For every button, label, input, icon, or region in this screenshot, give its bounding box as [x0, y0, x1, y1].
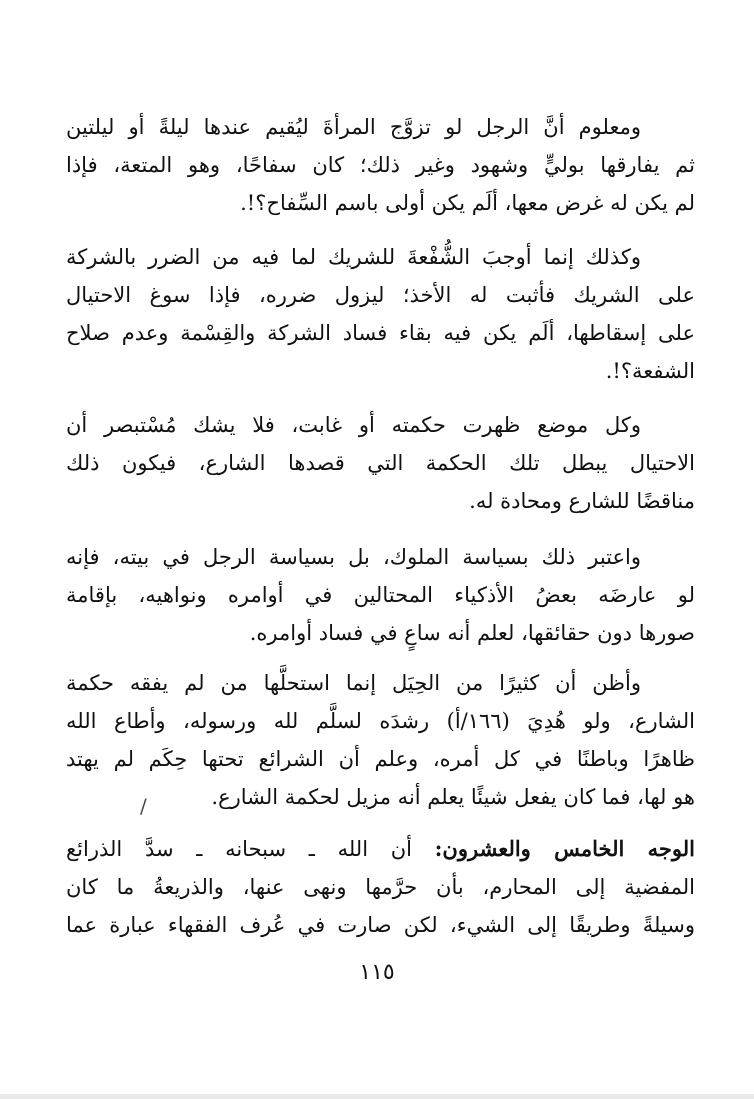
paragraph-3 — [66, 406, 695, 520]
text-line — [66, 830, 695, 868]
text-line: ظاهرًا وباطنًا في كل أمره، وعلم أن الشرائع تحتها حِكَم لم يهتد — [66, 747, 695, 771]
page-edge — [0, 1094, 754, 1099]
text-line: واعتبر ذلك بسياسة الملوك، بل بسياسة الرجل في بيته، فإنه — [66, 545, 641, 569]
margin-mark: / — [140, 794, 147, 818]
text-line: المفضية إلى المحارم، بأن حرَّمها ونهى عنها، والذريعةُ ما كان — [66, 875, 695, 899]
heading-continuation: أن الله ـ سبحانه ـ سدَّ الذرائع — [66, 837, 412, 861]
paragraph-2 — [66, 238, 695, 390]
text-line: وكذلك إنما أوجبَ الشُّفْعةَ للشريك لما فيه من الضرر بالشركة — [66, 245, 641, 269]
text-line: مناقضًا للشارع ومحادة له. — [469, 489, 695, 513]
paragraph-1 — [66, 108, 695, 222]
text-line: الاحتيال يبطل تلك الحكمة التي قصدها الشارع، فيكون ذلك — [66, 451, 695, 475]
paragraph-5 — [66, 664, 695, 816]
text-line: وكل موضع ظهرت حكمته أو غابت، فلا يشك مُسْتبصر أن — [66, 413, 641, 437]
paragraph-6 — [66, 830, 695, 944]
text-line: صورها دون حقائقها، لعلم أنه ساعٍ في فساد أوامره. — [249, 621, 695, 645]
text-line: وأظن أن كثيرًا من الحِيَل إنما استحلَّها من لم يفقه حكمة — [66, 671, 641, 695]
text-line: الشفعة؟!. — [605, 359, 695, 383]
text-line: لم يكن له غرض معها، ألَم يكن أولى باسم السِّفاح؟!. — [240, 191, 695, 215]
text-line: ومعلوم أنَّ الرجل لو تزوَّج المرأةَ ليُقيم عندها ليلةً أو ليلتين — [66, 115, 641, 139]
text-line: هو لها، فما كان يفعل شيئًا يعلم أنه مزيل لحكمة الشارع. — [211, 785, 695, 809]
text-line: لو عارضَه بعضُ الأذكياء المحتالين في أوامره ونواهيه، بإقامة — [66, 583, 695, 607]
text-line: الشارع، ولو هُدِيَ (١٦٦/أ) رشدَه لسلَّم لله ورسوله، وأطاع الله — [66, 709, 695, 733]
text-line: على الشريك فأثبت له الأخذ؛ ليزول ضرره، فإذا سوغ الاحتيال — [66, 283, 695, 307]
text-line: على إسقاطها، ألَم يكن فيه بقاء فساد الشركة والقِسْمة وعدم صلاح — [66, 321, 695, 345]
section-heading: الوجه الخامس والعشرون: — [434, 836, 695, 861]
page-number: ١١٥ — [359, 960, 395, 985]
text-line: ثم يفارقها بوليٍّ وشهود وغير ذلك؛ كان سفاحًا، وهو المتعة، فإذا — [66, 153, 695, 177]
paragraph-4 — [66, 538, 695, 652]
text-line: وسيلةً وطريقًا إلى الشيء، لكن صارت في عُرف الفقهاء عبارة عما — [66, 913, 695, 937]
